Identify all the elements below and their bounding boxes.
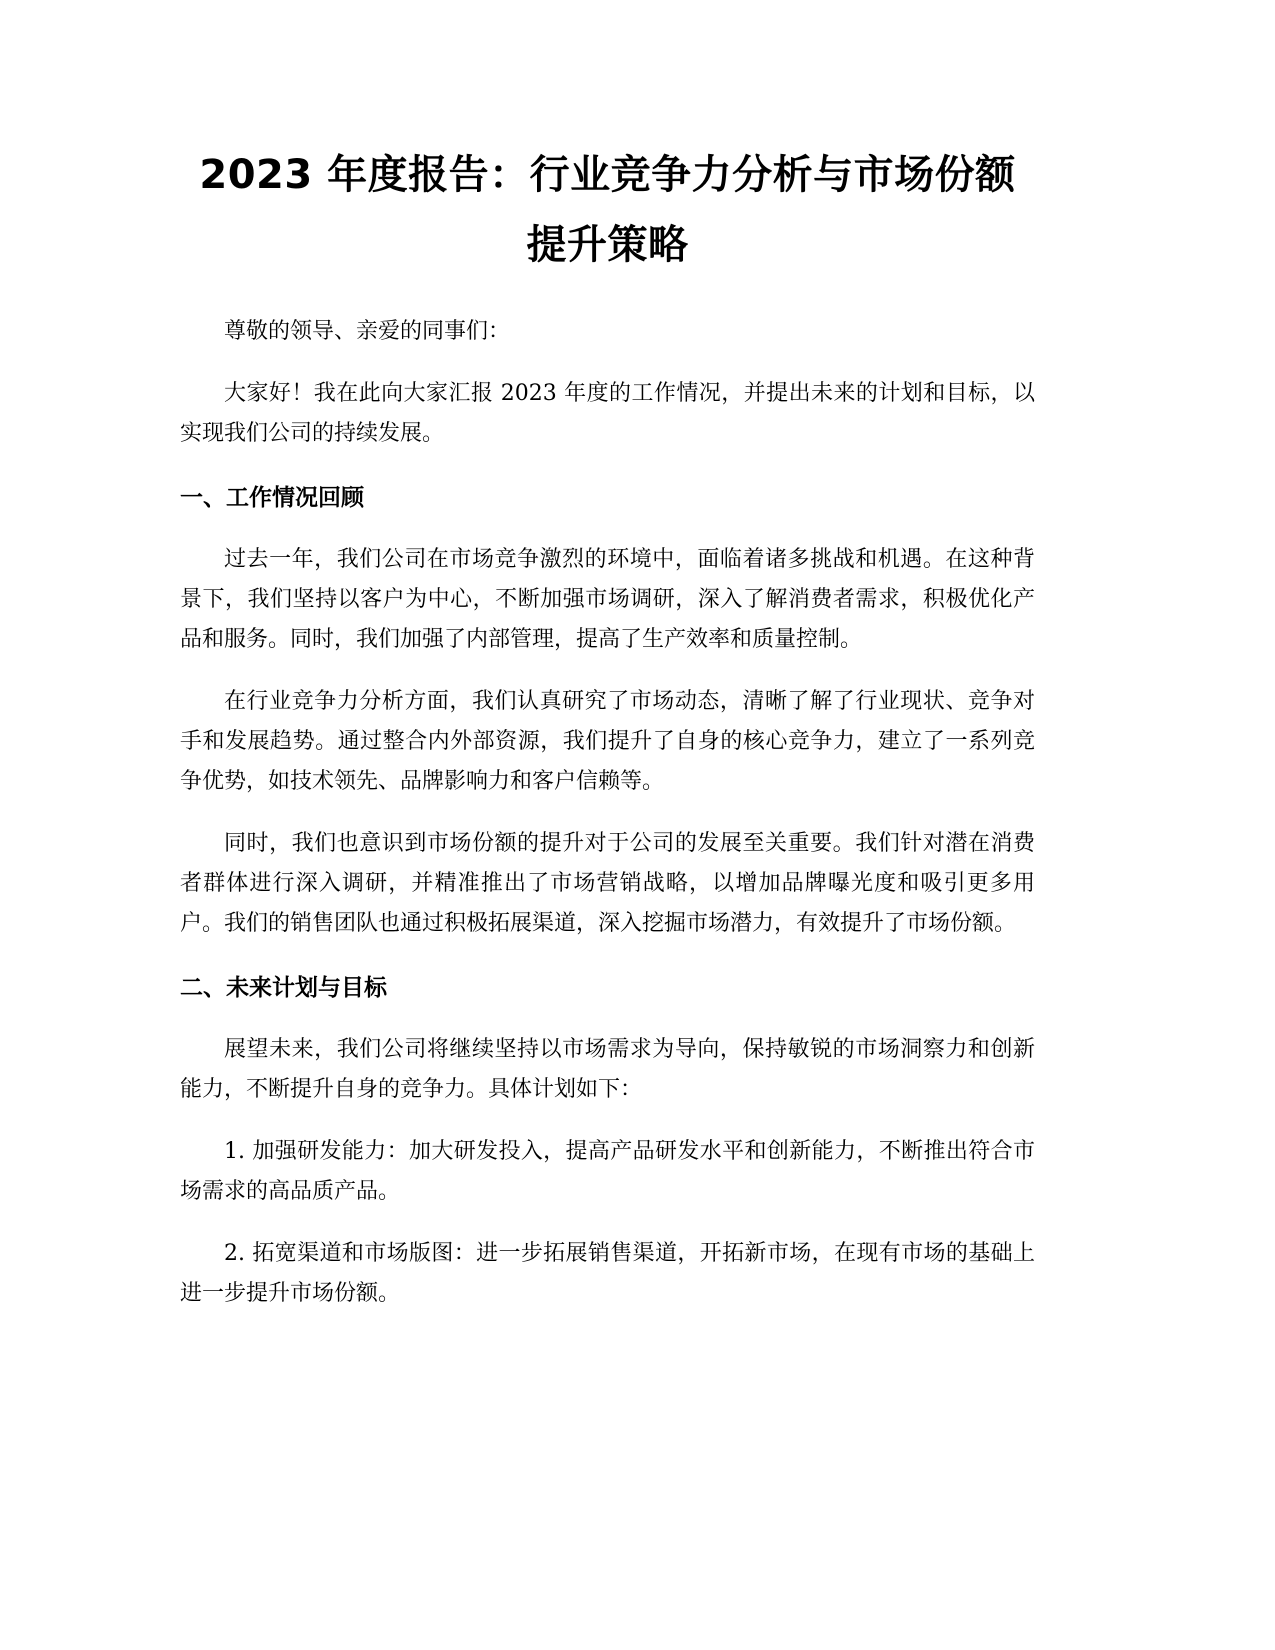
document-page: [180, 140, 1035, 1314]
review-paragraph-3: 同时，我们也意识到市场份额的提升对于公司的发展至关重要。我们针对潜在消费者群体进行深入调研，并精准推出了市场营销战略，以增加品牌曝光度和吸引更多用户。我们的销售团队也通过积极拓展渠道，深入挖掘市场潜力，有效提升了市场份额。: [180, 831, 1035, 936]
document-title: [180, 140, 1035, 280]
section-heading-plans: 二、未来计划与目标: [180, 975, 387, 1001]
salutation: 尊敬的领导、亲爱的同事们：: [224, 319, 511, 344]
intro-paragraph: 大家好！我在此向大家汇报 2023 年度的工作情况，并提出未来的计划和目标，以实现我们公司的持续发展。: [180, 381, 1035, 446]
plans-paragraph-1: 展望未来，我们公司将继续坚持以市场需求为导向，保持敏锐的市场洞察力和创新能力，不断提升自身的竞争力。具体计划如下：: [180, 1037, 1035, 1102]
section-heading-review: 一、工作情况回顾: [180, 485, 364, 511]
title-line-1: 2023 年度报告：行业竞争力分析与市场份额: [199, 152, 1016, 198]
title-line-2: 提升策略: [526, 222, 689, 268]
plan-item-2: 2. 拓宽渠道和市场版图：进一步拓展销售渠道，开拓新市场，在现有市场的基础上进一步提升市场份额。: [180, 1241, 1035, 1306]
review-paragraph-1: 过去一年，我们公司在市场竞争激烈的环境中，面临着诸多挑战和机遇。在这种背景下，我们坚持以客户为中心，不断加强市场调研，深入了解消费者需求，积极优化产品和服务。同时，我们加强了内部管理，提高了生产效率和质量控制。: [180, 547, 1035, 652]
review-paragraph-2: 在行业竞争力分析方面，我们认真研究了市场动态，清晰了解了行业现状、竞争对手和发展趋势。通过整合内外部资源，我们提升了自身的核心竞争力，建立了一系列竞争优势，如技术领先、品牌影响力和客户信赖等。: [180, 689, 1035, 794]
plan-item-1: 1. 加强研发能力：加大研发投入，提高产品研发水平和创新能力，不断推出符合市场需求的高品质产品。: [180, 1139, 1035, 1204]
